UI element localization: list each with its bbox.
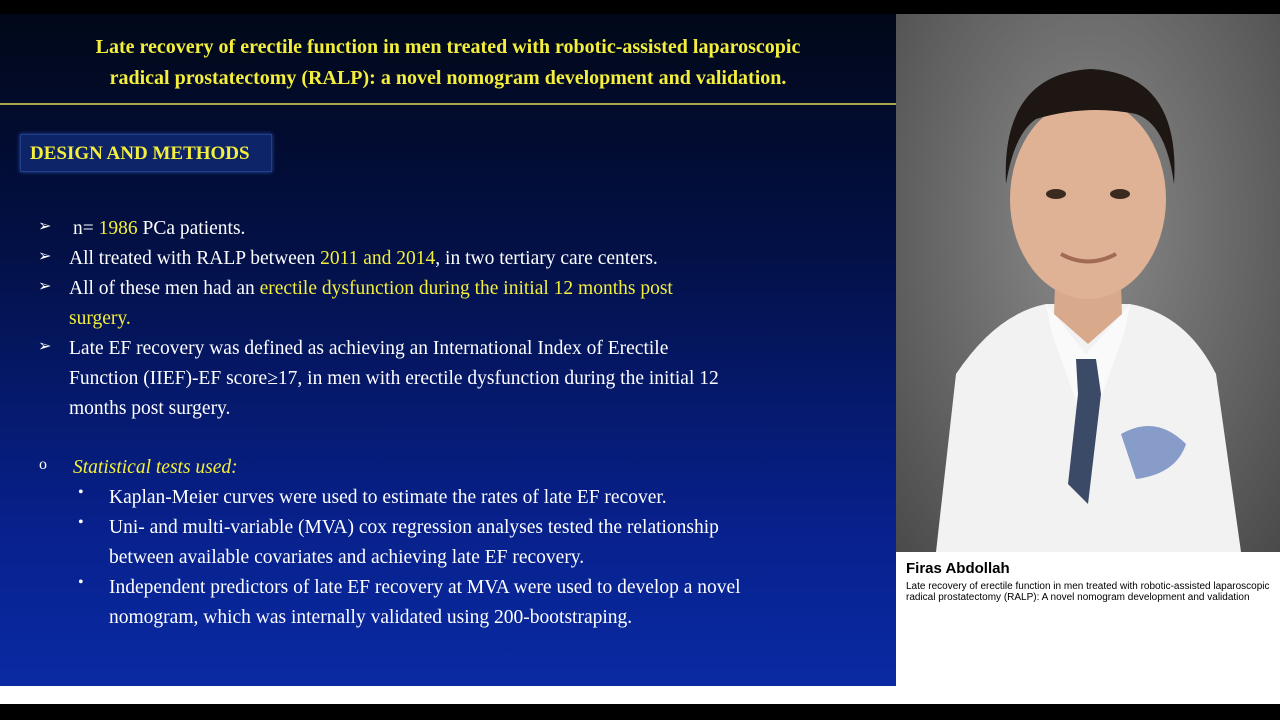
bottom-strip <box>0 686 896 704</box>
bullet-item <box>69 244 658 274</box>
arrow-bullet-icon: ➢ <box>38 218 52 235</box>
dot-bullet-icon: • <box>78 484 84 501</box>
circle-bullet-icon: o <box>39 456 47 473</box>
arrow-bullet-icon: ➢ <box>38 338 52 355</box>
sub-bullet: Independent predictors of late EF recovery at MVA were used to develop a novel <box>109 577 741 598</box>
presentation-slide <box>0 14 896 686</box>
speaker-photo <box>896 14 1280 552</box>
highlight: 2011 and 2014 <box>320 248 436 269</box>
arrow-bullet-icon: ➢ <box>38 278 52 295</box>
sub-bullet-continuation: between available covariates and achieving late EF recovery. <box>109 547 585 568</box>
slide-title <box>0 32 896 94</box>
text: PCa patients. <box>137 218 246 239</box>
speaker-portrait-icon <box>896 14 1280 552</box>
sub-bullet: Uni- and multi-variable (MVA) cox regression analyses tested the relationship <box>109 517 719 538</box>
highlight: 1986 <box>98 218 138 239</box>
sub-bullet-continuation: nomogram, which was internally validated using 200-bootstraping. <box>109 607 633 628</box>
highlight: erectile dysfunction during the initial 12 months post <box>259 278 673 299</box>
title-line: radical prostatectomy (RALP): a novel nomogram development and validation. <box>109 67 787 89</box>
bullet-continuation: Function (IIEF)-EF score≥17, in men with erectile dysfunction during the initial 12 <box>69 368 719 389</box>
section-heading: DESIGN AND METHODS <box>20 134 272 172</box>
text: , in two tertiary care centers. <box>435 248 658 269</box>
bullet-item <box>69 274 673 304</box>
title-line: Late recovery of erectile function in men treated with robotic-assisted laparoscopic <box>95 36 801 58</box>
bullet-item: Late EF recovery was defined as achieving an International Index of Erectile <box>69 338 669 359</box>
speaker-panel <box>896 14 1280 704</box>
talk-title: Late recovery of erectile function in men treated with robotic-assisted laparoscopic radical prostatectomy (RALP): A novel nomogram development and validation <box>906 581 1270 603</box>
dot-bullet-icon: • <box>78 574 84 591</box>
bullet-continuation: months post surgery. <box>69 398 231 419</box>
title-divider <box>0 103 896 105</box>
text: n= <box>73 218 99 239</box>
sub-bullet: Kaplan-Meier curves were used to estimate the rates of late EF recover. <box>109 487 667 508</box>
bullet-item <box>73 214 245 244</box>
arrow-bullet-icon: ➢ <box>38 248 52 265</box>
text: All treated with RALP between <box>69 248 321 269</box>
dot-bullet-icon: • <box>78 514 84 531</box>
bullet-continuation: surgery. <box>69 308 131 329</box>
text: All of these men had an <box>69 278 260 299</box>
speaker-name: Firas Abdollah <box>906 560 1010 577</box>
stat-heading: Statistical tests used: <box>73 457 238 478</box>
